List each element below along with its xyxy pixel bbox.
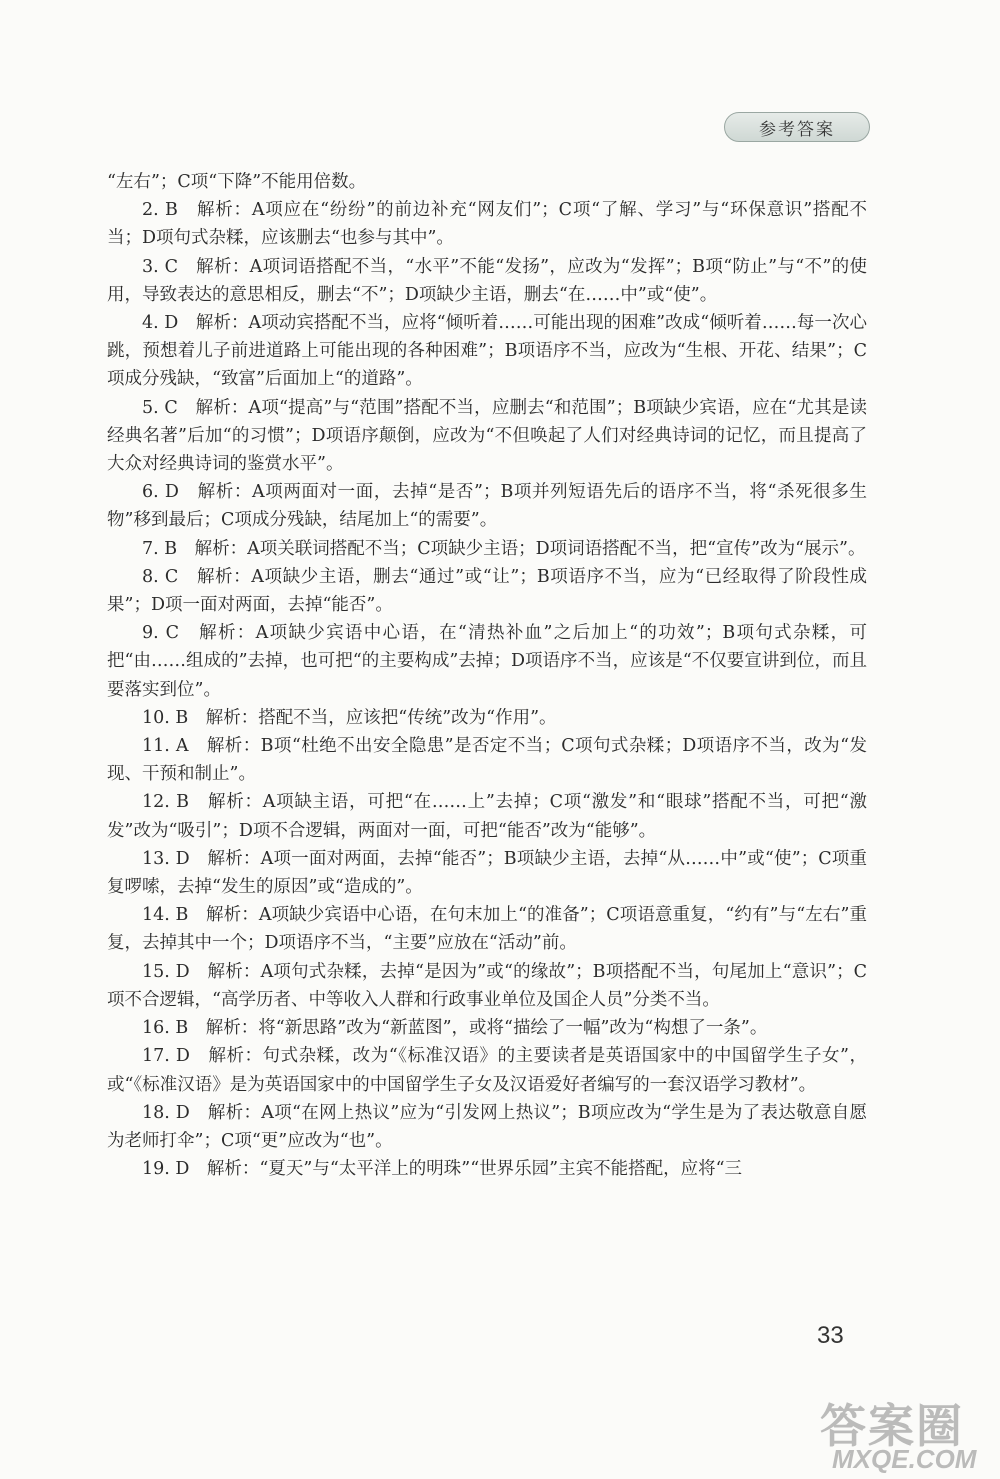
watermark-en: MXQE.COM (832, 1444, 977, 1474)
answer-paragraph: 3. C 解析：A项词语搭配不当，“水平”不能“发扬”，应改为“发挥”；B项“防止”与“不”的使用，导致表达的意思相反，删去“不”；D项缺少主语，删去“在……中”或“使”。 (107, 256, 867, 305)
watermark-cn: 答案圈 (820, 1399, 964, 1453)
answer-paragraph: 13. D 解析：A项一面对两面，去掉“能否”；B项缺少主语，去掉“从……中”或“使”；C项重复啰嗦，去掉“发生的原因”或“造成的”。 (107, 848, 867, 898)
section-tab (724, 112, 870, 142)
answer-paragraph: 14. B 解析：A项缺少宾语中心语，在句末加上“的准备”；C项语意重复，“约有”与“左右”重复，去掉其中一个；D项语序不当，“主要”应放在“活动”前。 (107, 905, 867, 954)
answer-paragraph: 15. D 解析：A项句式杂糅，去掉“是因为”或“的缘故”；B项搭配不当，句尾加上“意识”；C项不合逻辑，“高学历者、中等收入人群和行政事业单位及国企人员”分类不当。 (107, 961, 867, 1010)
answer-paragraph: “左右”；C项“下降”不能用倍数。 (107, 172, 367, 192)
answer-paragraph: 2. B 解析：A项应在“纷纷”的前边补充“网友们”；C项“了解、学习”与“环保意识”搭配不当；D项句式杂糅，应该删去“也参与其中”。 (107, 200, 867, 249)
answer-paragraph: 19. D 解析：“夏天”与“太平洋上的明珠”“世界乐园”主宾不能搭配，应将“三 (142, 1159, 743, 1180)
watermark-logo (820, 1390, 990, 1475)
section-tab-label: 参考答案 (759, 119, 835, 140)
answer-paragraph: 4. D 解析：A项动宾搭配不当，应将“倾听着……可能出现的困难”改成“倾听着……每一次心跳，预想着儿子前进道路上可能出现的各种困难”；B项语序不当，应改为“生根、开花、结果”；C项成分残缺，“致富”后面加上“的道路”。 (107, 313, 867, 390)
page-number: 33 (817, 1322, 844, 1349)
answer-paragraph: 10. B 解析：搭配不当，应该把“传统”改为“作用”。 (142, 707, 557, 728)
answer-paragraph: 16. B 解析：将“新思路”改为“新蓝图”，或将“描绘了一幅”改为“构想了一条”。 (142, 1018, 768, 1039)
answer-text (107, 168, 867, 1183)
answer-paragraph: 12. B 解析：A项缺主语，可把“在……上”去掉；C项“激发”和“眼球”搭配不当，可把“激发”改为“吸引”；D项不合逻辑，两面对一面，可把“能否”改为“能够”。 (107, 792, 867, 841)
answer-paragraph: 11. A 解析：B项“杜绝不出安全隐患”是否定不当；C项句式杂糅；D项语序不当，改为“发现、干预和制止”。 (107, 736, 867, 785)
answer-paragraph: 9. C 解析：A项缺少宾语中心语，在“清热补血”之后加上“的功效”；B项句式杂糅，可把“由……组成的”去掉，也可把“的主要构成”去掉；D项语序不当，应该是“不仅要宣讲到位，而且要落实到位”。 (107, 623, 867, 700)
answer-paragraph: 5. C 解析：A项“提高”与“范围”搭配不当，应删去“和范围”；B项缺少宾语，应在“尤其是读经典名著”后加“的习惯”；D项语序颠倒，应改为“不但唤起了人们对经典诗词的记忆，而且提高了大众对经典诗词的鉴赏水平”。 (107, 397, 867, 475)
answer-paragraph: 17. D 解析：句式杂糅，改为“《标准汉语》的主要读者是英语国家中的中国留学生子女”，或“《标准汉语》是为英语国家中的中国留学生子女及汉语爱好者编写的一套汉语学习教材”。 (107, 1046, 867, 1095)
answer-paragraph: 18. D 解析：A项“在网上热议”应为“引发网上热议”；B项应改为“学生是为了表达敬意自愿为老师打伞”；C项“更”应改为“也”。 (107, 1102, 867, 1151)
answer-paragraph: 7. B 解析：A项关联词搭配不当；C项缺少主语；D项词语搭配不当，把“宣传”改为“展示”。 (142, 538, 866, 559)
answer-paragraph: 8. C 解析：A项缺少主语，删去“通过”或“让”；B项语序不当，应为“已经取得了阶段性成果”；D项一面对两面，去掉“能否”。 (107, 566, 867, 616)
answer-paragraph: 6. D 解析：A项两面对一面，去掉“是否”；B项并列短语先后的语序不当，将“杀死很多生物”移到最后；C项成分残缺，结尾加上“的需要”。 (107, 482, 867, 531)
